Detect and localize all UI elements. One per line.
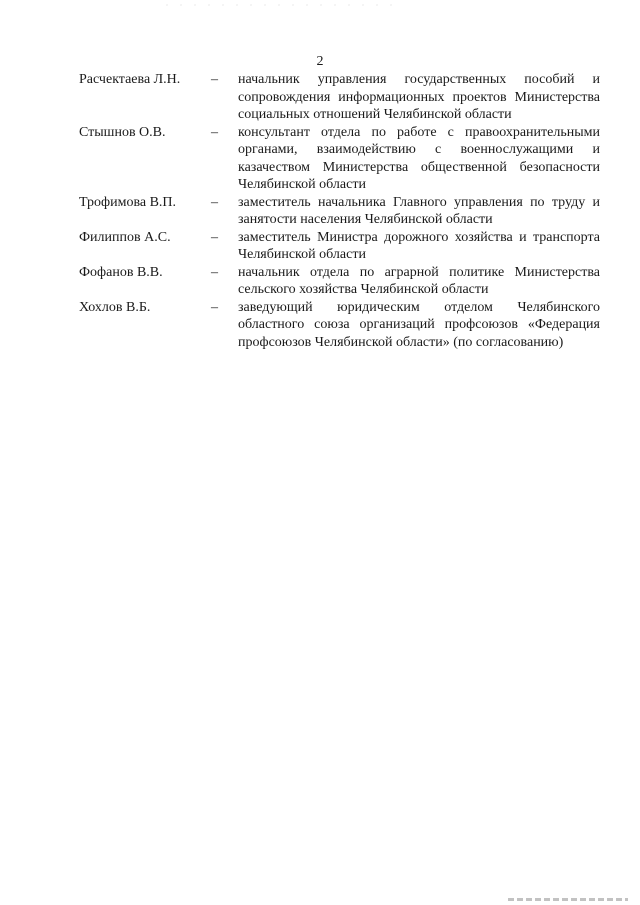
list-item	[79, 71, 600, 124]
list-item	[79, 264, 600, 299]
member-list	[79, 71, 600, 351]
dash-separator: –	[211, 124, 218, 140]
member-position: начальник отдела по аграрной политике Министерства сельского хозяйства Челябинской области	[238, 264, 600, 297]
list-item	[79, 124, 600, 194]
dash-separator: –	[211, 194, 218, 210]
member-name: Трофимова В.П.	[79, 194, 177, 210]
list-item	[79, 229, 600, 264]
member-name: Филиппов А.С.	[79, 229, 171, 245]
member-position: заведующий юридическим отделом Челябинского областного союза организаций профсоюзов «Федерация профсоюзов Челябинской области» (по согласованию)	[238, 299, 600, 350]
member-name: Хохлов В.Б.	[79, 299, 151, 315]
member-position: заместитель Министра дорожного хозяйства и транспорта Челябинской области	[238, 229, 600, 262]
page-number: 2	[316, 54, 324, 69]
dash-separator: –	[211, 229, 218, 245]
scan-artifact-top	[160, 2, 400, 8]
dash-separator: –	[211, 72, 218, 87]
list-item	[79, 194, 600, 229]
member-name: Расчектаева Л.Н.	[79, 72, 181, 87]
member-name: Фофанов В.В.	[79, 264, 163, 280]
member-position: начальник управления государственных пособий и сопровождения информационных проектов Министерства социальных отношений Челябинской области	[238, 72, 600, 122]
dash-separator: –	[211, 264, 218, 280]
scan-artifact-bottom	[508, 898, 628, 901]
list-item	[79, 299, 600, 352]
dash-separator: –	[211, 299, 218, 315]
member-position: заместитель начальника Главного управления по труду и занятости населения Челябинской области	[238, 194, 600, 227]
member-name: Стышнов О.В.	[79, 124, 166, 140]
member-position: консультант отдела по работе с правоохранительными органами, взаимодействию с военнослужащими и казачеством Министерства общественной безопасности Челябинской области	[238, 124, 600, 192]
